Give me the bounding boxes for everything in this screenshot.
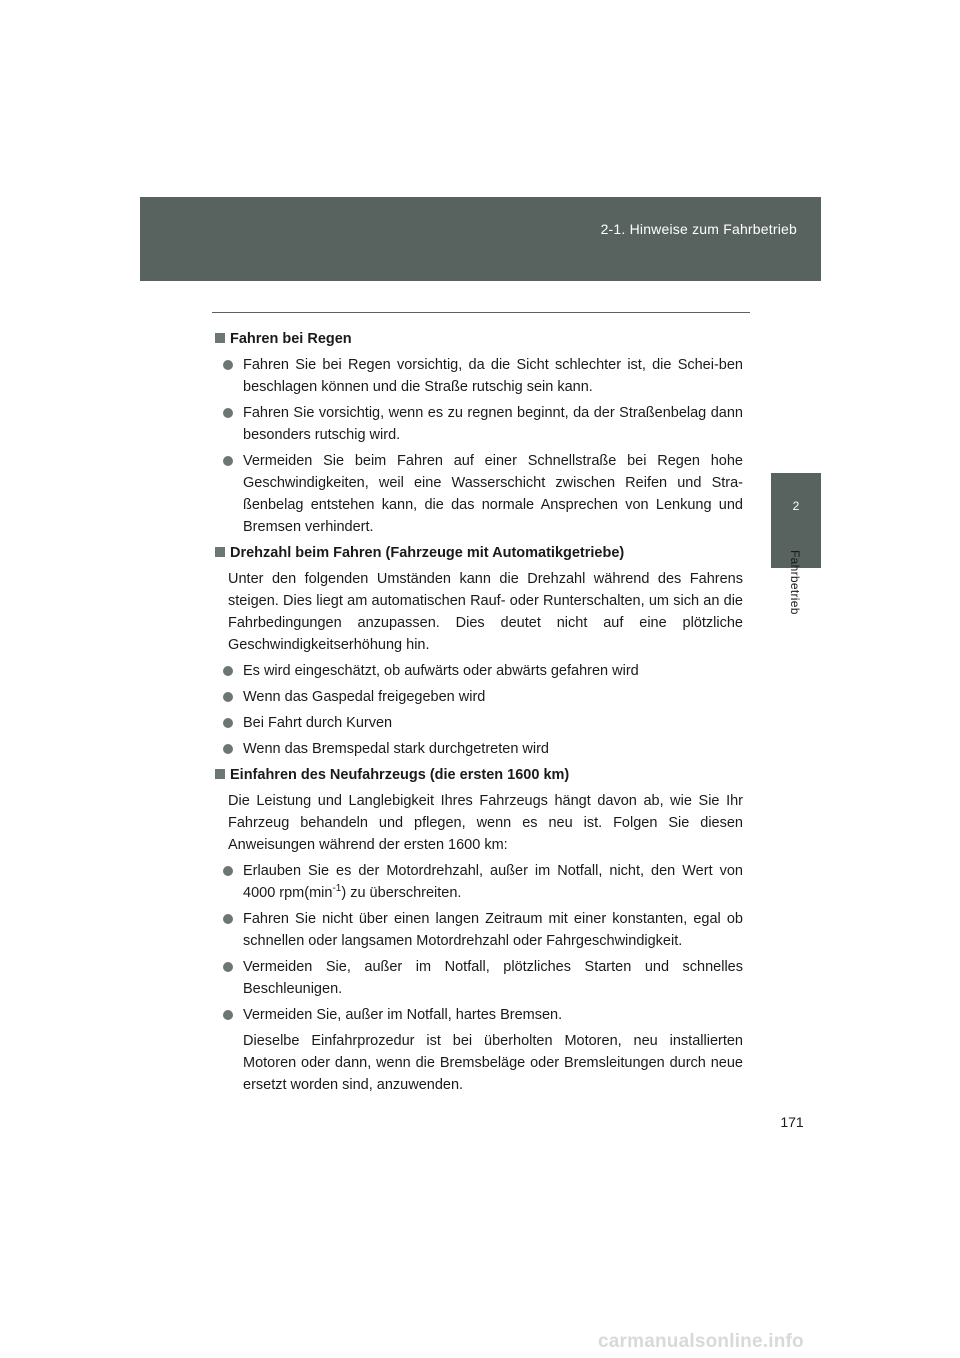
round-bullet-icon bbox=[223, 408, 233, 418]
watermark: carmanualsonline.info bbox=[598, 1331, 804, 1352]
section-heading-rpm: Drehzahl beim Fahren (Fahrzeuge mit Automatikgetriebe) bbox=[215, 542, 743, 564]
round-bullet-icon bbox=[223, 666, 233, 676]
round-bullet-icon bbox=[223, 718, 233, 728]
page-body bbox=[215, 328, 743, 1100]
section-paragraph: Unter den folgenden Umständen kann die Drehzahl während des Fahrens steigen. Dies liegt am automatischen Rauf- oder Runterschalten, um sich an die Fahrbedingungen anzupassen. Dies deutet nicht auf eine plötzliche Geschwindigkeitserhöhung hin. bbox=[228, 571, 743, 653]
list-item: Vermeiden Sie, außer im Notfall, hartes Bremsen. bbox=[215, 1004, 743, 1026]
list-item: Wenn das Bremspedal stark durchgetreten wird bbox=[215, 738, 743, 760]
list-item: Fahren Sie vorsichtig, wenn es zu regnen beginnt, da der Straßenbelag dann besonders rutschig wird. bbox=[215, 402, 743, 446]
list-item: Wenn das Gaspedal freigegeben wird bbox=[215, 686, 743, 708]
list-item: Vermeiden Sie, außer im Notfall, plötzliches Starten und schnelles Beschleunigen. bbox=[215, 956, 743, 1000]
square-bullet-icon bbox=[215, 547, 225, 557]
round-bullet-icon bbox=[223, 456, 233, 466]
chapter-label: Fahrbetrieb bbox=[788, 550, 802, 615]
round-bullet-icon bbox=[223, 692, 233, 702]
round-bullet-icon bbox=[223, 962, 233, 972]
page-number: 171 bbox=[780, 1114, 804, 1130]
superscript: -1 bbox=[332, 883, 342, 894]
round-bullet-icon bbox=[223, 744, 233, 754]
section-heading-rain: Fahren bei Regen bbox=[215, 328, 743, 350]
closing-paragraph: Dieselbe Einfahrprozedur ist bei überholten Motoren, neu installierten Motoren oder dann, wenn die Bremsbeläge oder Bremsleitungen durch neue ersetzt worden sind, anzuwenden. bbox=[243, 1033, 743, 1093]
section-heading-break-in: Einfahren des Neufahrzeugs (die ersten 1600 km) bbox=[215, 764, 743, 786]
section-title: 2-1. Hinweise zum Fahrbetrieb bbox=[600, 221, 797, 237]
section-header-bar bbox=[140, 197, 821, 281]
list-item: Es wird eingeschätzt, ob aufwärts oder abwärts gefahren wird bbox=[215, 660, 743, 682]
chapter-number: 2 bbox=[792, 499, 800, 513]
list-item: Erlauben Sie es der Motordrehzahl, außer im Notfall, nicht, den Wert von 4000 $rpm(\min^{-1})$ zu überschreiten. bbox=[215, 860, 743, 904]
list-item: Vermeiden Sie beim Fahren auf einer Schnellstraße bei Regen hohe Geschwindigkeiten, weil eine Wasserschicht zwischen Reifen und Stra-ßenbelag entstehen kann, die das normale Ansprechen von Lenkung und Bremsen verhindert. bbox=[215, 450, 743, 538]
round-bullet-icon bbox=[223, 866, 233, 876]
square-bullet-icon bbox=[215, 769, 225, 779]
round-bullet-icon bbox=[223, 1010, 233, 1020]
header-divider bbox=[212, 312, 750, 313]
list-item: Fahren Sie nicht über einen langen Zeitraum mit einer konstanten, egal ob schnellen oder langsamen Motordrehzahl oder Fahrgeschwindigkeit. bbox=[215, 908, 743, 952]
round-bullet-icon bbox=[223, 360, 233, 370]
list-item: Fahren Sie bei Regen vorsichtig, da die Sicht schlechter ist, die Schei-ben beschlagen können und die Straße rutschig sein kann. bbox=[215, 354, 743, 398]
square-bullet-icon bbox=[215, 333, 225, 343]
section-paragraph: Die Leistung und Langlebigkeit Ihres Fahrzeugs hängt davon ab, wie Sie Ihr Fahrzeug behandeln und pflegen, wenn es neu ist. Folgen Sie diesen Anweisungen während der ersten 1600 km: bbox=[228, 793, 743, 853]
list-item: Bei Fahrt durch Kurven bbox=[215, 712, 743, 734]
round-bullet-icon bbox=[223, 914, 233, 924]
